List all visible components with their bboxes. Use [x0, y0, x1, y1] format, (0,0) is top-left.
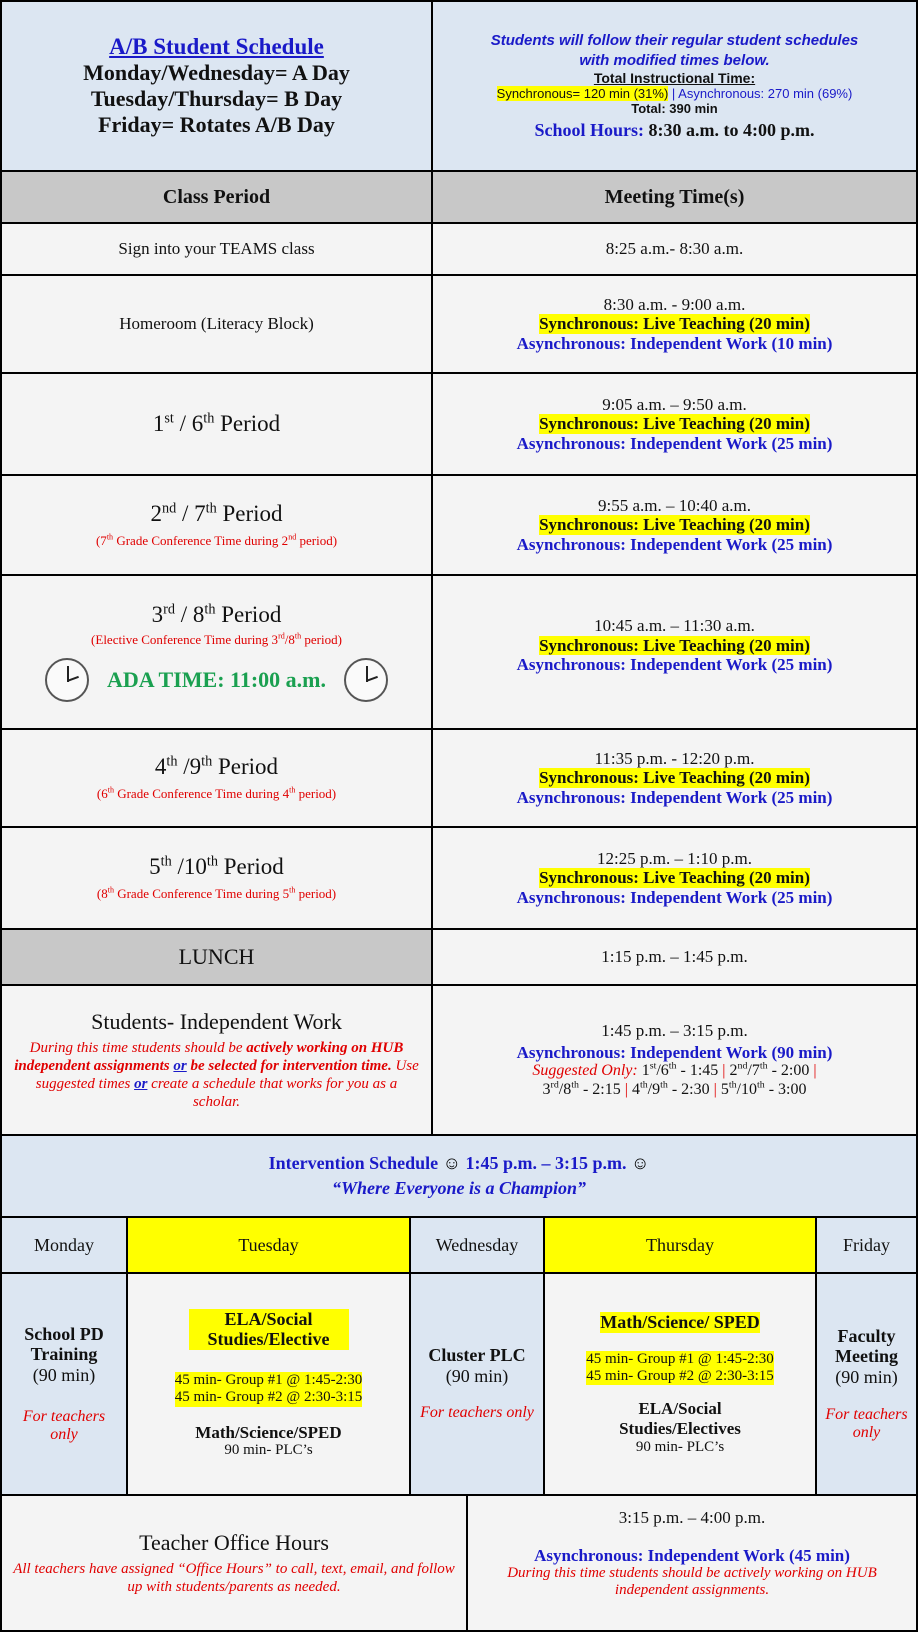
p4-time: 11:35 p.m. - 12:20 p.m. [594, 748, 755, 768]
row-lunch-time [431, 928, 918, 986]
row-p2-time [431, 474, 918, 576]
office-hours-async: Asynchronous: Independent Work (45 min) [534, 1545, 850, 1565]
header-right-cell [431, 0, 918, 172]
p1-time: 9:05 a.m. – 9:50 a.m. [602, 394, 747, 414]
intervention-title-row [269, 1153, 650, 1174]
signin-time: 8:25 a.m.- 8:30 a.m. [605, 239, 744, 258]
tuesday-content [126, 1272, 411, 1496]
suggested-label: Suggested Only: [532, 1062, 638, 1080]
col-header-time-label: Meeting Time(s) [604, 185, 745, 208]
day-thursday-label: Thursday [646, 1234, 714, 1255]
p5-conference-note: (8th Grade Conference Time during 5th period) [96, 885, 337, 901]
day-monday [0, 1216, 128, 1274]
independent-label: Students- Independent Work [91, 1009, 342, 1034]
row-p3-name [0, 574, 433, 730]
thursday-plc: 90 min- PLC’s [635, 1438, 725, 1455]
office-hours-time [466, 1494, 918, 1632]
p3-time: 10:45 a.m. – 11:30 a.m. [594, 616, 755, 635]
col-header-time [431, 170, 918, 224]
thursday-group-1: 45 min- Group #1 @ 1:45-2:30 [586, 1350, 774, 1367]
row-independent-name [0, 984, 433, 1136]
independent-async: Asynchronous: Independent Work (90 min) [516, 1042, 833, 1062]
row-p3-time [431, 574, 918, 730]
synchronous-total: Synchronous= 120 min (31%) [496, 86, 669, 101]
instructional-time-label: Total Instructional Time: [593, 70, 756, 86]
day-tuesday [126, 1216, 411, 1274]
day-rule-friday: Friday= Rotates A/B Day [98, 112, 335, 137]
row-independent-time [431, 984, 918, 1136]
day-wednesday [409, 1216, 545, 1274]
homeroom-time: 8:30 a.m. - 9:00 a.m. [603, 294, 746, 314]
intervention-motto: “Where Everyone is a Champion” [331, 1178, 586, 1198]
row-signin-name [0, 222, 433, 276]
wednesday-title: Cluster PLC [428, 1345, 526, 1366]
day-rule-b: Tuesday/Thursday= B Day [90, 86, 343, 111]
p5-async: Asynchronous: Independent Work (25 min) [516, 887, 833, 907]
col-header-period-label: Class Period [162, 185, 271, 208]
day-friday-label: Friday [843, 1234, 890, 1255]
office-hours-title: Teacher Office Hours [139, 1530, 329, 1555]
friday-content [815, 1272, 918, 1496]
suggested-times-1: Suggested Only: 1st/6th - 1:45 | 2nd/7th - 2:00 | [532, 1060, 817, 1080]
ada-time: ADA TIME: 11:00 a.m. [107, 667, 326, 692]
tuesday-subtitle: Math/Science/SPED [195, 1422, 342, 1442]
independent-instructions: During this time students should be actively working on HUB independent assignments or be selected for intervention time. Use suggested times or create a schedule that works for you as a scholar. [14, 1040, 419, 1110]
p4-conference-note: (6th Grade Conference Time during 4th period) [96, 785, 337, 801]
schedule-title[interactable]: A/B Student Schedule [109, 34, 324, 59]
thursday-content [543, 1272, 817, 1496]
col-header-period [0, 170, 433, 224]
wednesday-note: For teachers only [420, 1404, 534, 1422]
row-homeroom-name [0, 274, 433, 374]
signin-label: Sign into your TEAMS class [118, 239, 315, 258]
lunch-label: LUNCH [178, 944, 255, 969]
row-p4-time [431, 728, 918, 828]
p4-async: Asynchronous: Independent Work (25 min) [516, 787, 833, 807]
total-time: Total: 390 min [631, 101, 718, 116]
smiley-icon: ☺ [631, 1153, 650, 1173]
suggested-times-2: 3rd/8th - 2:15 | 4th/9th - 2:30 | 5th/10th - 3:00 [542, 1079, 807, 1098]
row-p5-time [431, 826, 918, 930]
school-hours [535, 120, 815, 141]
intervention-header [0, 1134, 918, 1218]
thursday-title: Math/Science/ SPED [600, 1312, 760, 1333]
p1-label: 1st / 6th Period [152, 410, 281, 436]
p3-label: 3rd / 8th Period [151, 601, 282, 627]
intervention-title: Intervention Schedule [268, 1153, 439, 1173]
day-thursday [543, 1216, 817, 1274]
day-rule-a: Monday/Wednesday= A Day [83, 60, 350, 85]
row-p2-name [0, 474, 433, 576]
friday-title: Faculty Meeting [835, 1325, 898, 1367]
thursday-group-2: 45 min- Group #2 @ 2:30-3:15 [586, 1368, 774, 1385]
tuesday-group-1: 45 min- Group #1 @ 1:45-2:30 [174, 1372, 363, 1389]
p3-sync: Synchronous: Live Teaching (20 min) [539, 635, 810, 655]
p4-sync: Synchronous: Live Teaching (20 min) [539, 768, 810, 788]
homeroom-async: Asynchronous: Independent Work (10 min) [516, 333, 833, 353]
p5-sync: Synchronous: Live Teaching (20 min) [539, 868, 810, 888]
p3-async: Asynchronous: Independent Work (25 min) [516, 655, 833, 675]
tuesday-title: ELA/Social Studies/Elective [189, 1309, 349, 1350]
p1-async: Asynchronous: Independent Work (25 min) [516, 433, 833, 453]
thursday-subtitle: ELA/Social Studies/Electives [619, 1399, 741, 1438]
p2-sync: Synchronous: Live Teaching (20 min) [539, 515, 810, 535]
monday-note: For teachers only [22, 1407, 106, 1444]
clock-icon [344, 658, 388, 702]
independent-time: 1:45 p.m. – 3:15 p.m. [601, 1021, 748, 1041]
split-separator: | [668, 86, 679, 101]
school-hours-label: School Hours: [534, 120, 645, 140]
asynchronous-total: Asynchronous: 270 min (69%) [678, 86, 853, 101]
row-p4-name [0, 728, 433, 828]
monday-title: School PD Training [24, 1323, 104, 1365]
day-monday-label: Monday [34, 1234, 94, 1255]
day-friday [815, 1216, 918, 1274]
monday-content [0, 1272, 128, 1496]
p1-sync: Synchronous: Live Teaching (20 min) [539, 414, 810, 434]
row-p1-time [431, 372, 918, 476]
p4-label: 4th /9th Period [154, 753, 279, 779]
instructional-split [497, 86, 853, 101]
day-wednesday-label: Wednesday [435, 1234, 519, 1255]
row-lunch-name [0, 928, 433, 986]
friday-note: For teachers only [825, 1405, 908, 1442]
office-hours-note: During this time students should be actively working on HUB independent assignments. [507, 1565, 877, 1599]
day-tuesday-label: Tuesday [238, 1234, 299, 1255]
p3-conference-note: (Elective Conference Time during 3rd/8th period) [91, 631, 342, 647]
p2-label: 2nd / 7th Period [150, 500, 283, 526]
row-homeroom-time [431, 274, 918, 374]
p2-time: 9:55 a.m. – 10:40 a.m. [598, 495, 751, 515]
office-hours-name [0, 1494, 468, 1632]
p5-label: 5th /10th Period [149, 853, 284, 879]
row-signin-time [431, 222, 918, 276]
homeroom-sync: Synchronous: Live Teaching (20 min) [539, 314, 810, 334]
monday-duration: (90 min) [32, 1364, 96, 1385]
header-left-cell [0, 0, 433, 172]
clock-icon [45, 658, 89, 702]
intervention-time: 1:45 p.m. – 3:15 p.m. [465, 1153, 627, 1173]
wednesday-content [409, 1272, 545, 1496]
lunch-time: 1:15 p.m. – 1:45 p.m. [601, 947, 748, 966]
p2-conference-note: (7th Grade Conference Time during 2nd period) [95, 532, 338, 548]
tuesday-group-2: 45 min- Group #2 @ 2:30-3:15 [174, 1389, 363, 1406]
office-hours-time-range: 3:15 p.m. – 4:00 p.m. [618, 1508, 766, 1527]
follow-schedule-note: Students will follow their regular student schedules with modified times below. [490, 32, 859, 69]
tuesday-plc: 90 min- PLC’s [224, 1442, 313, 1459]
homeroom-label: Homeroom (Literacy Block) [119, 314, 314, 333]
row-p5-name [0, 826, 433, 930]
smiley-icon: ☺ [442, 1153, 461, 1173]
row-p1-name [0, 372, 433, 476]
p5-time: 12:25 p.m. – 1:10 p.m. [597, 848, 752, 868]
school-hours-value: 8:30 a.m. to 4:00 p.m. [648, 120, 815, 140]
p2-async: Asynchronous: Independent Work (25 min) [516, 534, 833, 554]
office-hours-desc: All teachers have assigned “Office Hours” to call, text, email, and follow up with students/parents as needed. [13, 1561, 455, 1595]
wednesday-duration: (90 min) [445, 1365, 509, 1386]
ada-time-row [45, 658, 388, 702]
friday-duration: (90 min) [835, 1366, 898, 1387]
